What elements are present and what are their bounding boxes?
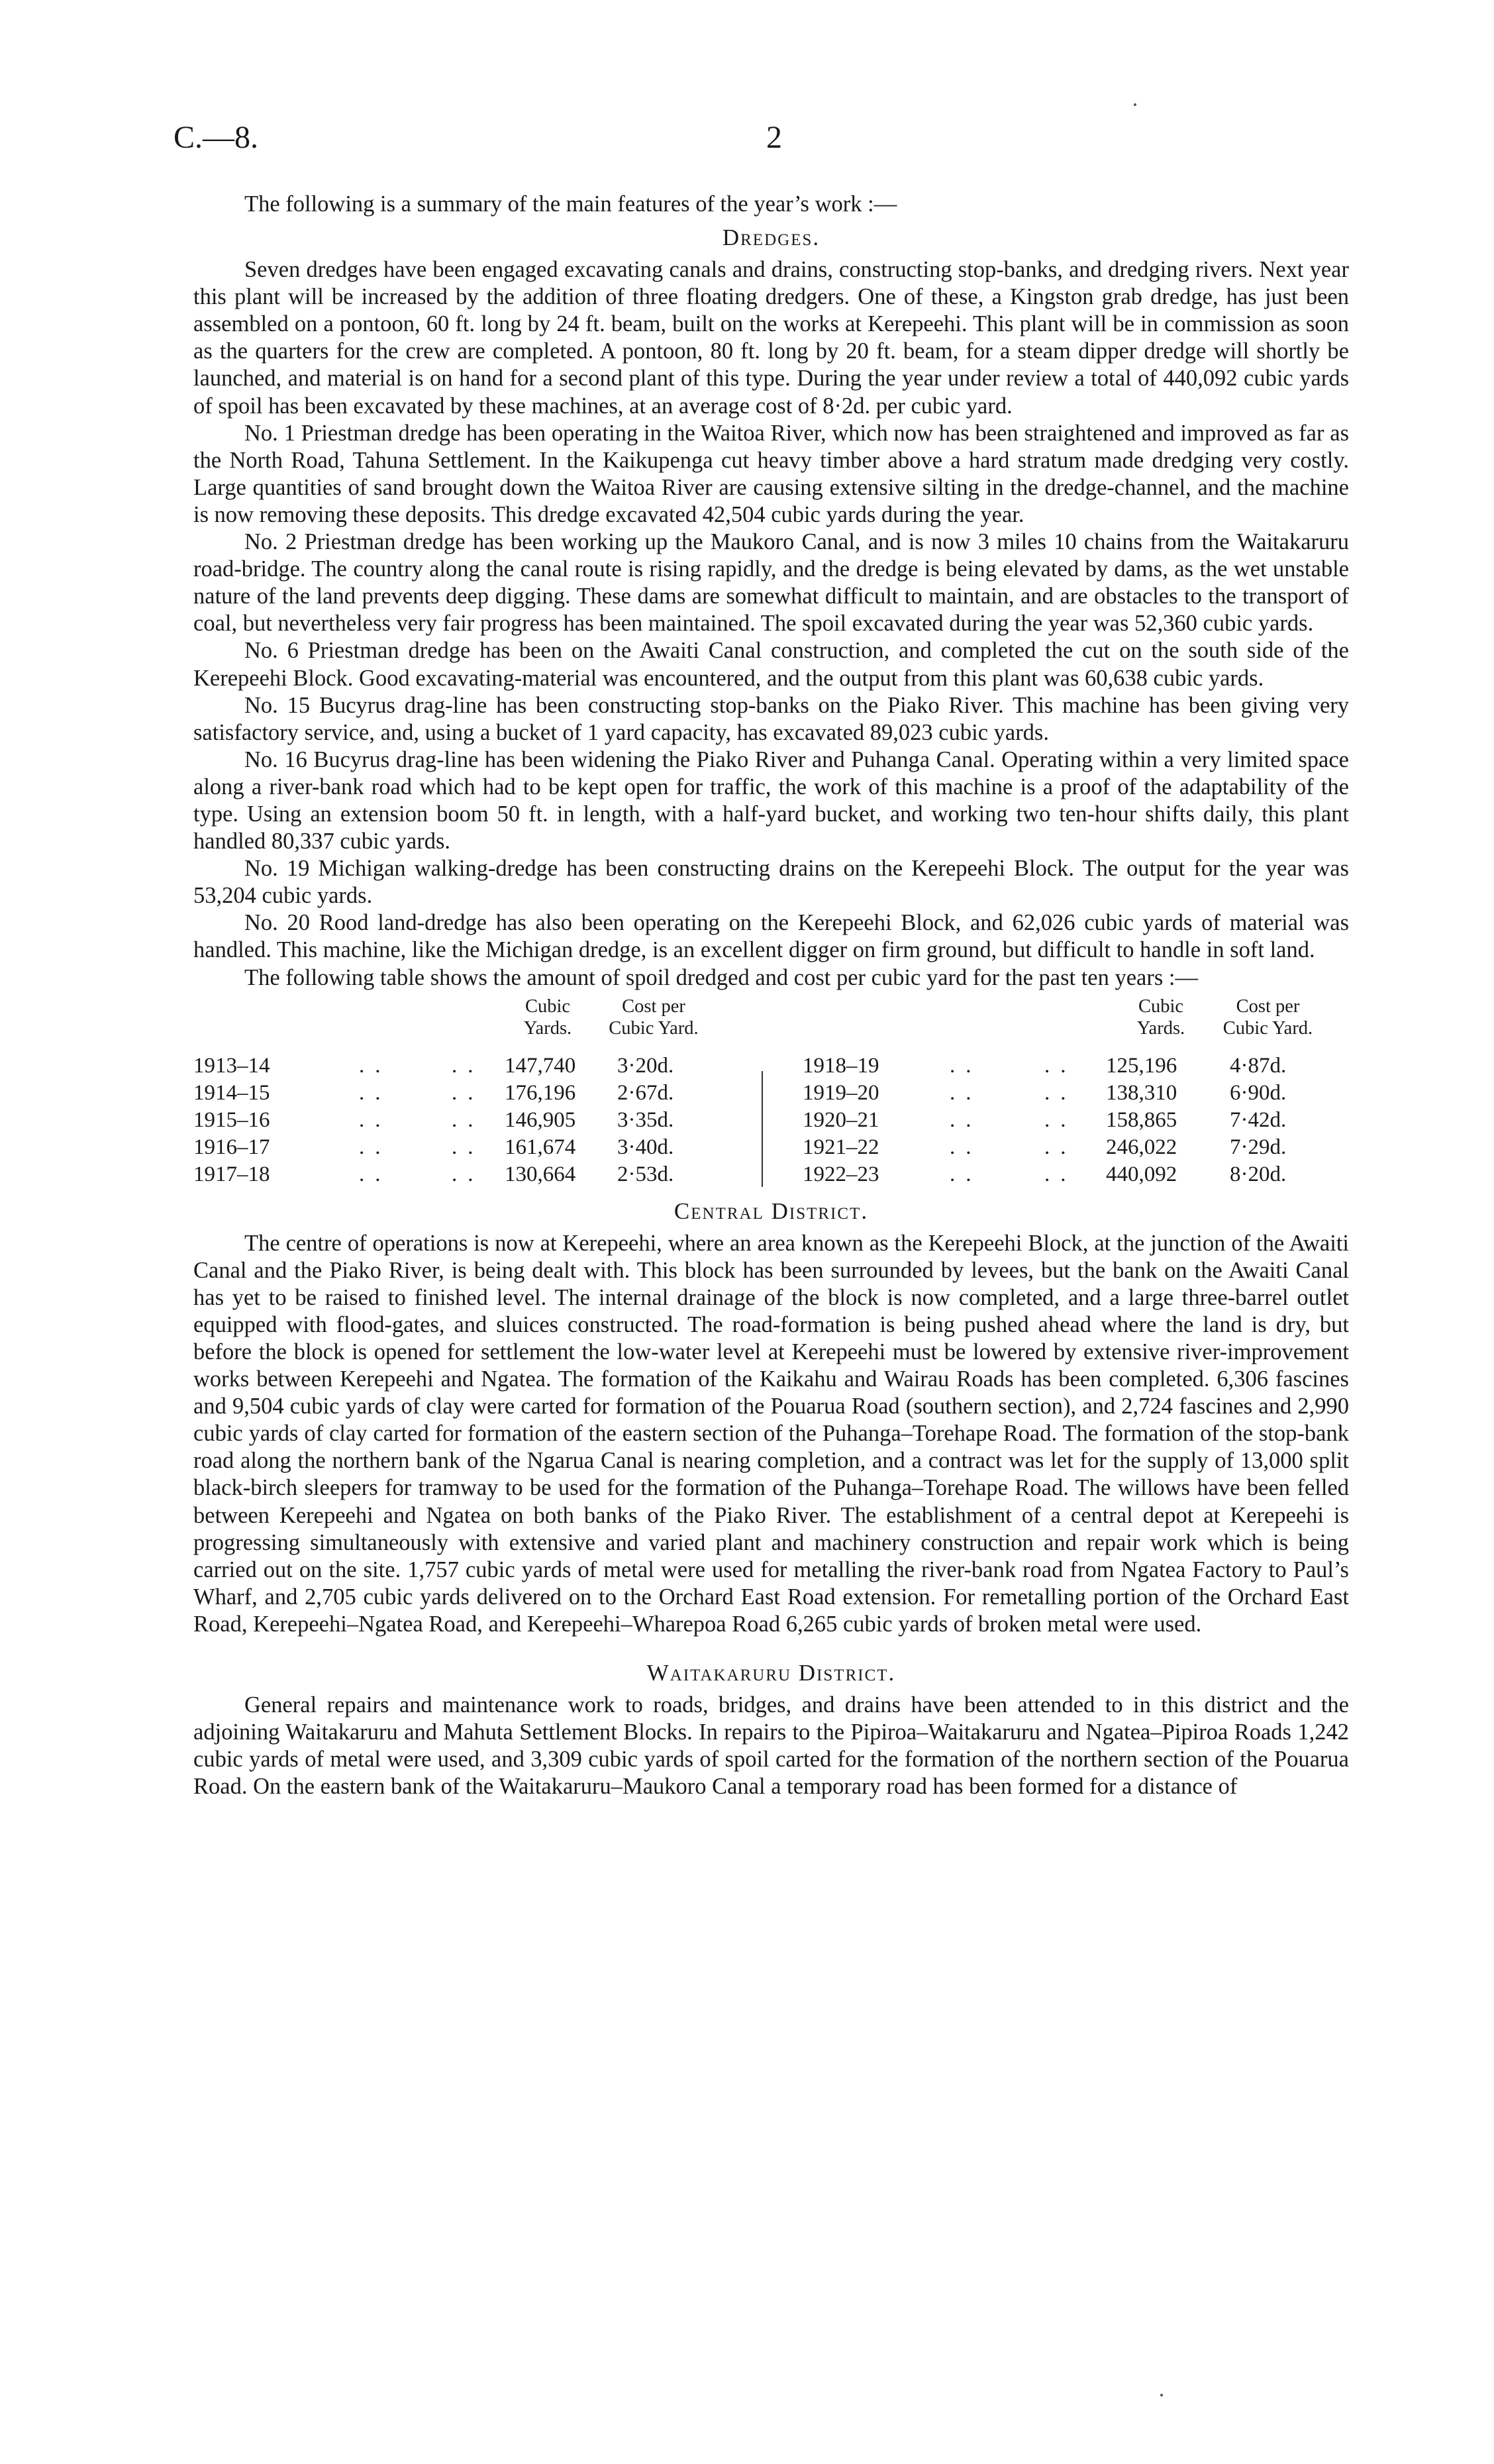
year-cell: 1915–16 xyxy=(193,1107,270,1132)
section-heading-waitakaruru-district: Waitakaruru District. xyxy=(646,1660,896,1686)
leader-dots: .. xyxy=(950,1107,982,1132)
table-row xyxy=(193,1080,756,1107)
paragraph: No. 20 Rood land-dredge has also been operating on the Kerepeehi Block, and 62,026 cubic yards of material was handled. This machine, like the Michigan dredge, is an excellent digger on firm ground, but difficult to handle in soft land. xyxy=(193,910,1349,963)
cost-cell: 7·42d. xyxy=(1230,1107,1287,1132)
cost-cell: 7·29d. xyxy=(1230,1135,1287,1159)
yards-cell: 147,740 xyxy=(505,1053,576,1078)
header-line: Yards. xyxy=(523,1017,572,1039)
section-heading-dredges: Dredges. xyxy=(722,225,821,251)
cost-cell: 6·90d. xyxy=(1230,1080,1287,1105)
leader-dots: .. xyxy=(1044,1107,1077,1132)
paragraph: No. 2 Priestman dredge has been working up the Maukoro Canal, and is now 3 miles 10 chains from the Waitakaruru road-bridge. The country along the canal route is rising rapidly, and the dredge is being elevated by dams, as the wet unstable nature of the land prevents deep digging. These dams are somewhat difficult to maintain, and are obstacles to the transport of coal, but nevertheless very fair progress has been maintained. The spoil excavated during the year was 52,360 cubic yards. xyxy=(193,529,1349,637)
header-line: Yards. xyxy=(1136,1017,1185,1039)
header-line: Cubic xyxy=(524,996,571,1017)
year-cell: 1920–21 xyxy=(803,1107,879,1132)
column-header-cost xyxy=(597,996,710,1039)
leader-dots: .. xyxy=(950,1162,982,1186)
cost-cell: 3·35d. xyxy=(617,1107,674,1132)
document-body xyxy=(193,191,1349,1800)
cost-cell: 2·53d. xyxy=(617,1162,674,1186)
table-row xyxy=(193,1052,756,1080)
paragraph: The centre of operations is now at Kerepeehi, where an area known as the Kerepeehi Block, at the junction of the Awaiti Canal and the Piako River, is being dealt with. This block has been surrounded by levees, but the bank on the Awaiti Canal has yet to be raised to finished level. The internal drainage of the block is now completed, and a large three-barrel outlet equipped with flood-gates, and sluices constructed. The road-formation is being pushed ahead where the land is dry, but before the block is opened for settlement the low-water level at Kerepeehi must be lowered by extensive river-improvement works between Kerepeehi and Ngatea. The formation of the Kaikahu and Wairau Roads has been completed. 6,306 fascines and 9,504 cubic yards of clay were carted for formation of the Pouarua Road (southern section), and 2,724 fascines and 2,990 cubic yards of clay carted for formation of the eastern section of the Puhanga–Torehape Road. The formation of the stop-bank road along the northern bank of the Ngarua Canal is nearing completion, and a contract was let for the supply of 13,000 split black-birch sleepers for tramway to be used for the formation of the Puhanga–Torehape Road. The willows have been felled between Kerepeehi and Ngatea on both banks of the Piako River. The establishment of a central depot at Kerepeehi is progressing simultaneously with extensive and varied plant and machinery construction and repair work which is being carried out on the site. 1,757 cubic yards of metal were used for metalling the river-bank road from Ngatea Factory to Paul’s Wharf, and 2,705 cubic yards delivered on to the Orchard East Road extension. For remetalling portion of the Orchard East Road, Kerepeehi–Ngatea Road, and Kerepeehi–Wharepoa Road 6,265 cubic yards of broken metal were used. xyxy=(193,1230,1349,1637)
year-cell: 1913–14 xyxy=(193,1053,270,1078)
page-number: 2 xyxy=(766,120,782,155)
intro-line: The following is a summary of the main features of the year’s work :— xyxy=(244,191,897,217)
paragraph: No. 1 Priestman dredge has been operating in the Waitoa River, which now has been straightened and improved as far as the North Road, Tahuna Settlement. In the Kaikupenga cut heavy timber above a hard stratum made dredging very costly. Large quantities of sand brought down the Waitoa River are causing extensive silting in the dredge-channel, and the machine is now removing these deposits. This dredge excavated 42,504 cubic yards during the year. xyxy=(193,420,1349,527)
yards-cell: 146,905 xyxy=(505,1107,576,1132)
paragraph: General repairs and maintenance work to roads, bridges, and drains have been attended to in this district and the adjoining Waitakaruru and Mahuta Settlement Blocks. In repairs to the Pipiroa–Waitakaruru and Ngatea–Pipiroa Roads 1,242 cubic yards of metal were used, and 3,309 cubic yards of spoil carted for the formation of the northern section of the Pouarua Road. On the eastern bank of the Waitakaruru–Maukoro Canal a temporary road has been formed for a distance of xyxy=(193,1692,1349,1800)
leader-dots: .. xyxy=(1044,1162,1077,1186)
year-cell: 1916–17 xyxy=(193,1135,270,1159)
leader-dots: .. xyxy=(359,1107,391,1132)
leader-dots: .. xyxy=(950,1053,982,1078)
table-row xyxy=(193,1107,756,1134)
year-cell: 1921–22 xyxy=(803,1135,879,1159)
section-heading-central-district: Central District. xyxy=(673,1198,869,1224)
table-row xyxy=(803,1080,1349,1107)
leader-dots: .. xyxy=(950,1080,982,1105)
column-divider xyxy=(762,1071,763,1187)
leader-dots: .. xyxy=(452,1135,484,1159)
leader-dots: .. xyxy=(950,1135,982,1159)
column-header-cost xyxy=(1210,996,1326,1039)
leader-dots: .. xyxy=(452,1080,484,1105)
cost-cell: 3·40d. xyxy=(617,1135,674,1159)
header-line: Cost per xyxy=(1236,996,1300,1017)
paragraph: Seven dredges have been engaged excavating canals and drains, constructing stop-banks, and dredging rivers. Next year this plant will be increased by the addition of three floating dredgers. One of these, a Kingston grab dredge, has just been assembled on a pontoon, 60 ft. long by 24 ft. beam, built on the works at Kerepeehi. This plant will be in commission as soon as the quarters for the crew are completed. A pontoon, 80 ft. long by 20 ft. beam, for a steam dipper dredge will shortly be launched, and material is on hand for a second plant of this type. During the year under review a total of 440,092 cubic yards of spoil has been excavated by these machines, at an average cost of 8·2d. per cubic yard. xyxy=(193,257,1349,419)
paragraph: No. 15 Bucyrus drag-line has been constructing stop-banks on the Piako River. This machine has been giving very satisfactory service, and, using a bucket of 1 yard capacity, has excavated 89,023 cubic yards. xyxy=(193,692,1349,745)
leader-dots: .. xyxy=(452,1107,484,1132)
paragraph: No. 19 Michigan walking-dredge has been constructing drains on the Kerepeehi Block. The output for the year was 53,204 cubic yards. xyxy=(193,856,1349,909)
print-speck xyxy=(1160,2394,1163,2396)
header-line: Cubic Yard. xyxy=(1222,1017,1313,1039)
header-line: Cost per xyxy=(622,996,685,1017)
document-reference: C.—8. xyxy=(174,120,259,155)
year-cell: 1918–19 xyxy=(803,1053,879,1078)
header-line: Cubic Yard. xyxy=(609,1017,699,1039)
yards-cell: 138,310 xyxy=(1106,1080,1177,1105)
table-row xyxy=(803,1052,1349,1080)
paragraph: No. 6 Priestman dredge has been on the Awaiti Canal construction, and completed the cut on the south side of the Kerepeehi Block. Good excavating-material was encountered, and the output from this plant was 60,638 cubic yards. xyxy=(193,638,1349,691)
yards-cell: 125,196 xyxy=(1106,1053,1177,1078)
leader-dots: .. xyxy=(1044,1080,1077,1105)
leader-dots: .. xyxy=(359,1080,391,1105)
year-cell: 1914–15 xyxy=(193,1080,270,1105)
leader-dots: .. xyxy=(1044,1053,1077,1078)
column-header-cubic-yards xyxy=(1118,996,1204,1039)
header-line: Cubic xyxy=(1138,996,1184,1017)
yards-cell: 158,865 xyxy=(1106,1107,1177,1132)
year-cell: 1919–20 xyxy=(803,1080,879,1105)
year-cell: 1917–18 xyxy=(193,1162,270,1186)
cost-cell: 4·87d. xyxy=(1230,1053,1287,1078)
yards-cell: 440,092 xyxy=(1106,1162,1177,1186)
leader-dots: .. xyxy=(452,1053,484,1078)
dredging-cost-table xyxy=(193,993,1349,1192)
leader-dots: .. xyxy=(359,1135,391,1159)
yards-cell: 176,196 xyxy=(505,1080,576,1105)
cost-cell: 3·20d. xyxy=(617,1053,674,1078)
leader-dots: .. xyxy=(1044,1135,1077,1159)
cost-cell: 8·20d. xyxy=(1230,1162,1287,1186)
yards-cell: 130,664 xyxy=(505,1162,576,1186)
print-speck xyxy=(1134,103,1136,106)
paragraph: The following table shows the amount of spoil dredged and cost per cubic yard for the past ten years :— xyxy=(244,964,1198,990)
table-row xyxy=(803,1107,1349,1134)
page-header xyxy=(174,119,1368,159)
table-row xyxy=(193,1161,756,1188)
leader-dots: .. xyxy=(452,1162,484,1186)
table-row xyxy=(193,1134,756,1161)
leader-dots: .. xyxy=(359,1162,391,1186)
leader-dots: .. xyxy=(359,1053,391,1078)
column-header-cubic-yards xyxy=(505,996,591,1039)
cost-cell: 2·67d. xyxy=(617,1080,674,1105)
paragraph: No. 16 Bucyrus drag-line has been widening the Piako River and Puhanga Canal. Operating within a very limited space along a river-bank road which had to be kept open for traffic, the work of this machine is a proof of the adaptability of the type. Using an extension boom 50 ft. in length, with a half-yard bucket, and working two ten-hour shifts daily, this plant handled 80,337 cubic yards. xyxy=(193,746,1349,854)
yards-cell: 161,674 xyxy=(505,1135,576,1159)
year-cell: 1922–23 xyxy=(803,1162,879,1186)
yards-cell: 246,022 xyxy=(1106,1135,1177,1159)
table-row xyxy=(803,1134,1349,1161)
table-row xyxy=(803,1161,1349,1188)
